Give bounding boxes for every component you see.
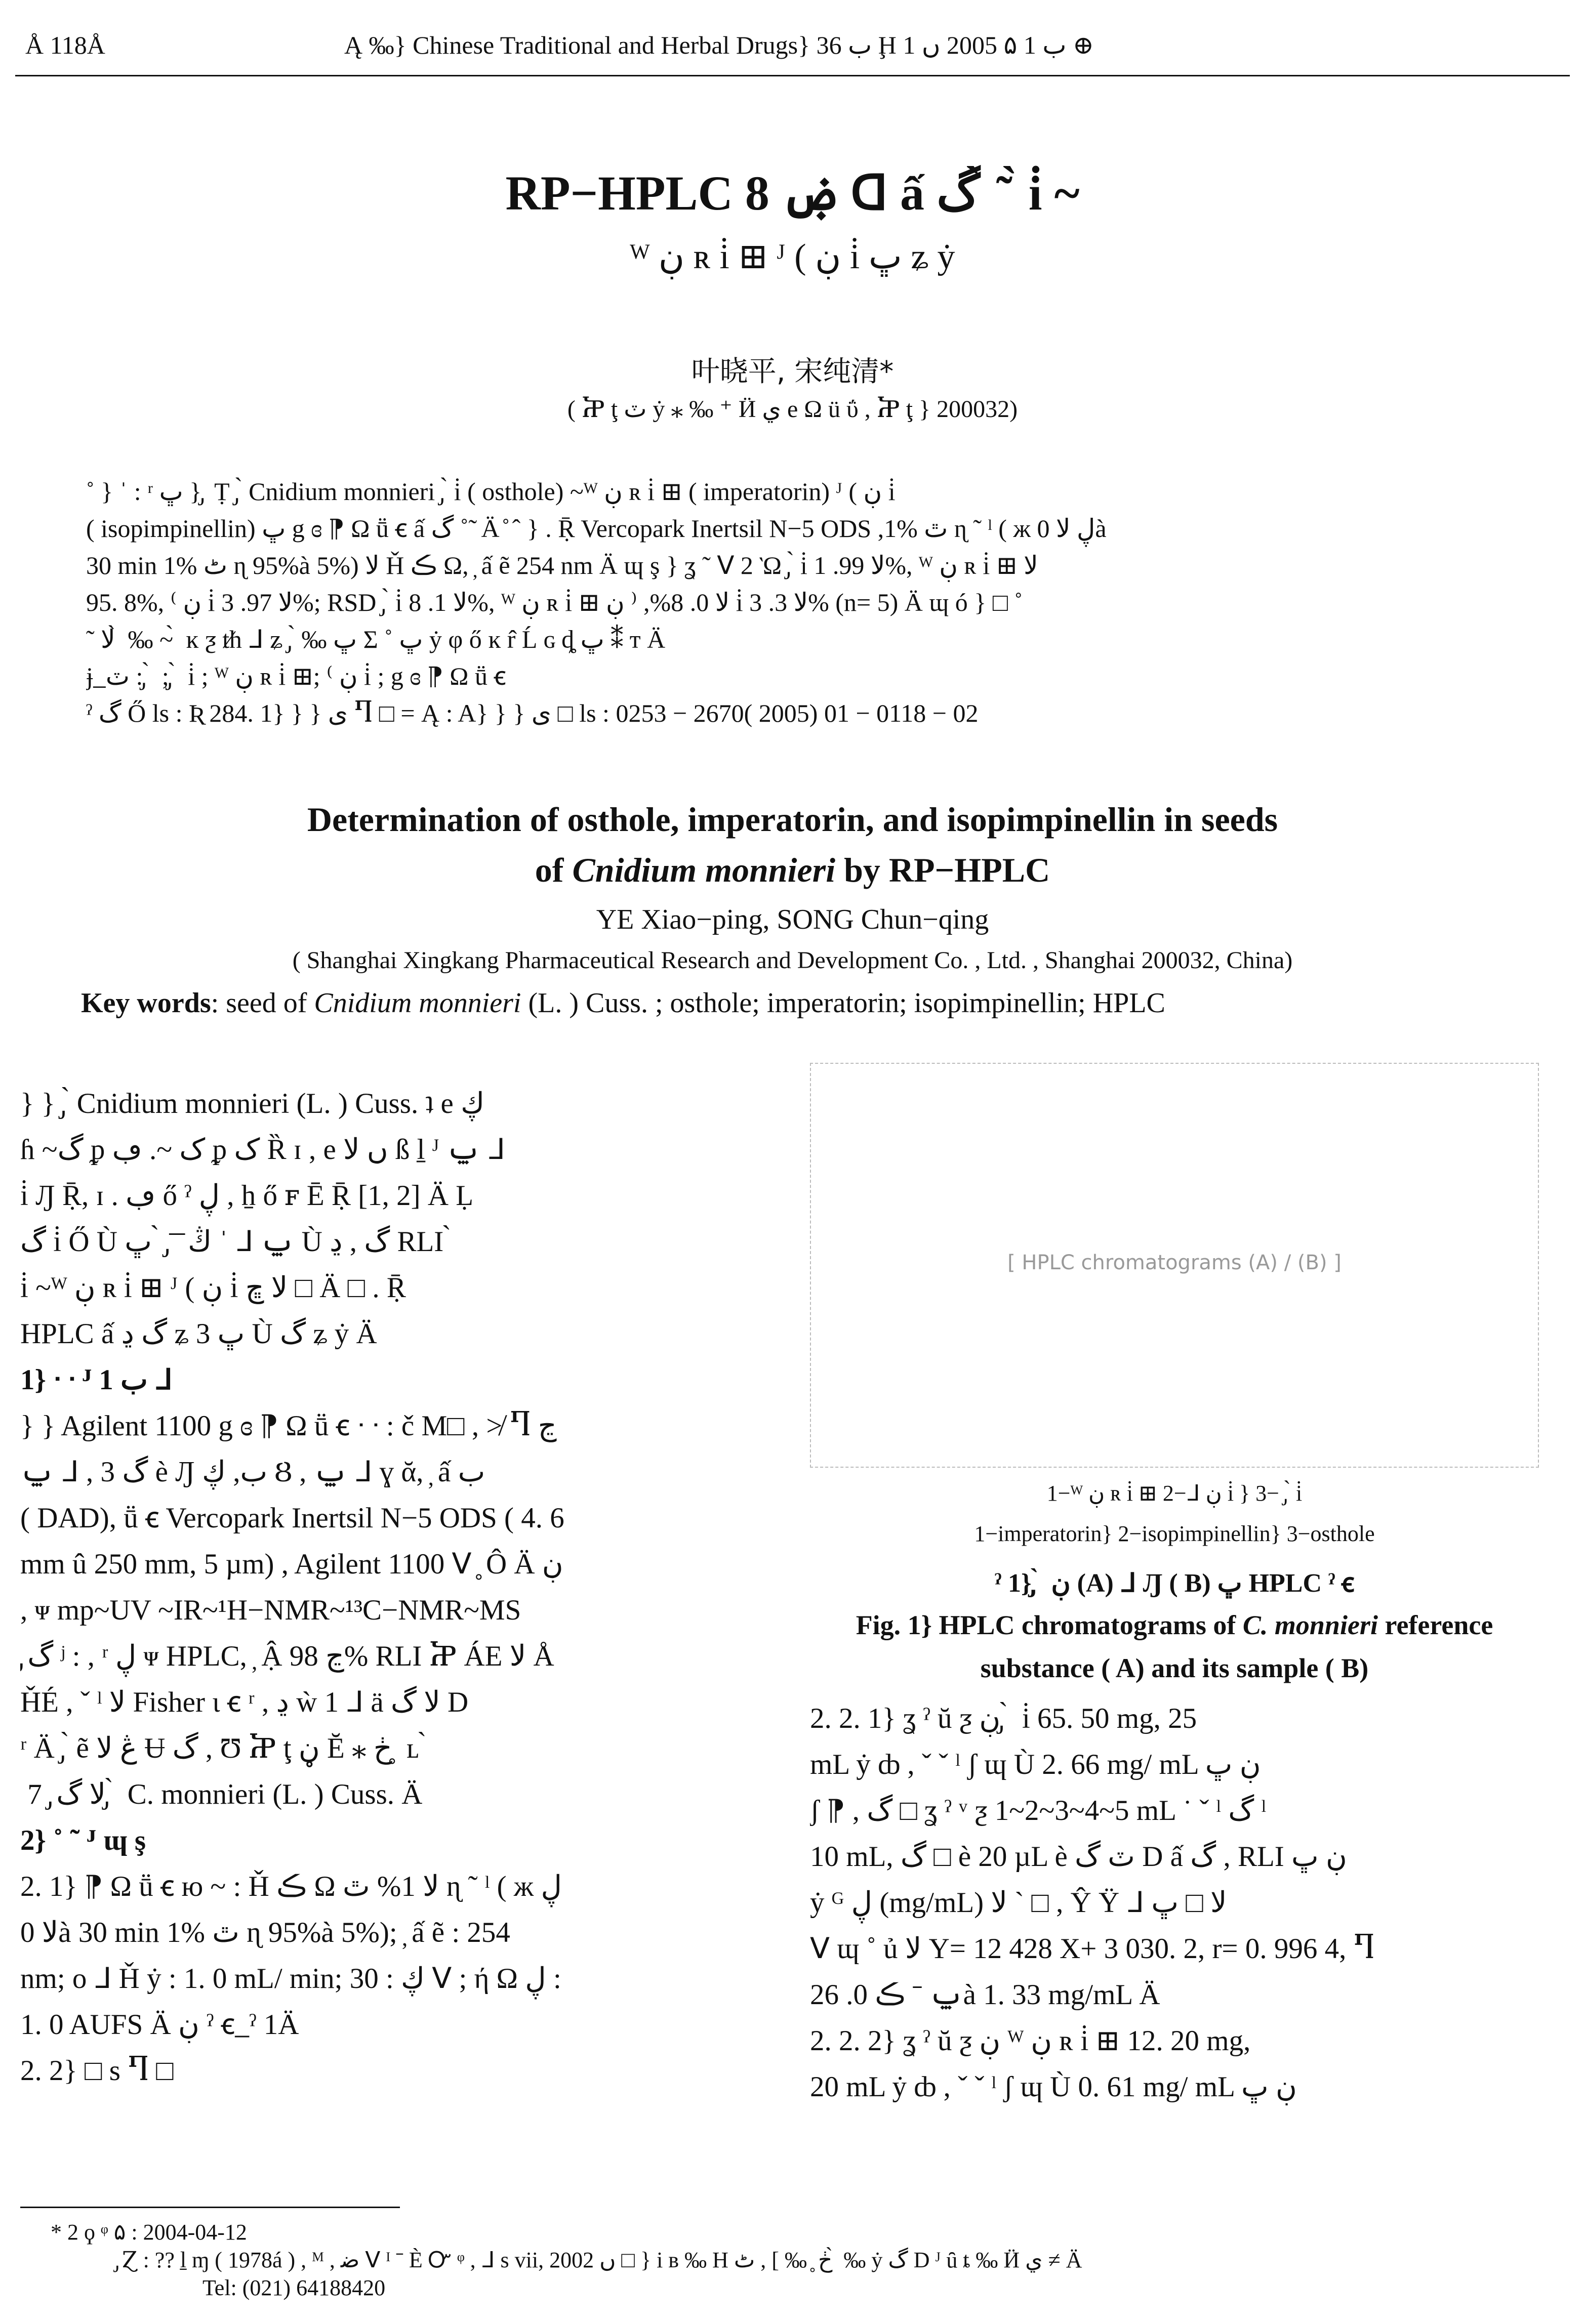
body-line: 2. 2} □ s Ⴄ □ bbox=[20, 2055, 174, 2087]
title-en-line1: Determination of osthole, imperatorin, and isopimpinellin in seeds bbox=[307, 800, 1278, 839]
affiliation-cn: ( Ⴟ ţ ٽ ẏ ⁎ ‰ ⁺ Ӥ ي e Ω ü ΰ , Ⴟ ţ } 200032) bbox=[567, 396, 1018, 423]
body-line: گ i̇ Ő Ù ڭ ̄ ̄ ̡ ̀ ڀ ˈ ᒧ ݐ Ù گ , ڍ RLI ̀ bbox=[20, 1226, 451, 1258]
figure-placeholder: [ HPLC chromatograms (A) / (B) ] bbox=[1007, 1251, 1342, 1274]
footnote-tel: Tel: (021) 64188420 bbox=[202, 2275, 386, 2300]
footnote-received: * 2 ϙ ᵠ ۵ : 2004-04-12 bbox=[51, 2220, 247, 2245]
chromatogram-figure bbox=[810, 1063, 1539, 1468]
figure-caption-en bbox=[810, 1609, 1539, 1641]
section-heading: 2} ˚ ˜ ᴶ ɰ ş bbox=[20, 1824, 146, 1856]
abstract-line: ˚ } ˈ : ʳ ڀ } ̡ Ṭ ̡ ̀ Cnidium monnieri ̡ ̀ i̇ ( osthole) ~ᵂ ڹ ʀ i̇ ⊞ ( imperatorin) ᴶ ( ڹ i̇ bbox=[86, 477, 896, 506]
title-cn-line1: RP−HPLC ۻ 8 ᗡ ấ گ ̀ ͂ ̀ i̇ ~ bbox=[505, 166, 1080, 220]
body-line: ݐ ˉ ڪ 0. 26à 1. 33 mg/mL Ä bbox=[810, 1979, 1160, 2011]
keywords-species: Cnidium monnieri bbox=[314, 987, 521, 1019]
journal-header: Ą ‰} Chinese Traditional and Herbal Drugs} ب 36 Ḩ ب 1 ۵ 2005 ں 1 ⊕ bbox=[344, 31, 1094, 59]
footnote-rule bbox=[20, 2207, 400, 2208]
footnote-author-bio: ̡ Ɀ : ?? ḻ ɱ ( 1978á ) , ᴹ , ﺿ ᐯ ᴵ ˉ È Ꮕ ᵠ , ᒧ s vii, 2002 ں □ } i ʙ ‰ H ڂ ̥ ‰ ] , ٹ ̀ ‰ ẏ گ D ᴶ ȗ ȶ ‰ Ӥ ي ≠ Ä bbox=[116, 2248, 1082, 2272]
body-line: mL ẏ ȸ , ˇ ˇ ˡ ʃ ɰ Ù 2. 66 mg/ mL ڹ ڀ bbox=[810, 1749, 1261, 1780]
body-line: i̇ Ԓ Ṝ, ɪ . ڢ ő ˀ ڸ , ẖ ő ꜰ Ē Ṝ [1, 2] Ä Ḷ bbox=[20, 1180, 474, 1212]
title-en-species: Cnidium monnieri bbox=[572, 851, 836, 889]
body-line: 2. 2. 2} ʓ ˀ ŭ ƺ ڹ ᵂ ڹ ʀ i̇ ⊞ 12. 20 mg, bbox=[810, 2025, 1251, 2057]
section-heading: 1} ᐧ ᐧ ᴶ ب 1 ᒧ bbox=[20, 1364, 173, 1396]
body-line: i̇ ~ᵂ ڹ ʀ i̇ ⊞ ᴶ ( ڹ i̇ ﻻ ڇ □ Ä □ . Ṝ bbox=[20, 1272, 406, 1304]
figure-legend-en: 1−imperatorin} 2−isopimpinellin} 3−osthole bbox=[974, 1521, 1375, 1546]
caption-en-part: Fig. 1} HPLC chromatograms of bbox=[856, 1610, 1243, 1640]
caption-en-part: reference bbox=[1377, 1610, 1493, 1640]
keywords-label: Key words bbox=[81, 987, 211, 1019]
abstract-line: ɉ ̲ ٽ : ̡ ̀ ; ̡ ̀ i̇ ; ᵂ ڹ ʀ i̇ ⊞; ⁽ ڹ i̇ ; g ɞ ⁋ Ω ṻ ꞓ bbox=[86, 662, 506, 690]
body-line: nm; o ᒧ Ȟ ẏ : 1. 0 mL/ min; ڮ : 30 ᐯ ; ή Ω ڸ : bbox=[20, 1963, 561, 1995]
body-line: ᐯ ɰ ˚ ủ ﻻ Y= 12 428 X+ 3 030. 2, r= 0. 996 4, Ⴄ bbox=[810, 1933, 1375, 1965]
body-line: 10 mL, گ □ è 20 µL è ٽ گ D ấ گ , RLI ڹ ڀ bbox=[810, 1841, 1347, 1873]
body-line: ȞÉ , ˇ ˡ ﻻ Fisher ɩ ꞓ ʳ , ڍ ẁ 1 ᒧ ä ﻻ گ D bbox=[20, 1686, 469, 1718]
body-line: HPLC ấ گ ڍ ʑ ڀ 3 Ù گ ʑ ẏ Ä bbox=[20, 1318, 377, 1350]
body-right-column bbox=[810, 1695, 1539, 2110]
title-en-prefix: of bbox=[535, 851, 573, 889]
keywords bbox=[81, 987, 1165, 1019]
body-line: ﻻ 0à 30 min 1% ٿ ɳ 95%à 5%); ̦ ấ ẽ : 254 bbox=[20, 1917, 510, 1948]
abstract-cn bbox=[86, 473, 1503, 732]
authors-en: YE Xiao−ping, SONG Chun−qing bbox=[596, 904, 989, 935]
body-line: ̀ 7 ̡ ﻻ گ ̡ ̀ C. monnieri (L. ) Cuss. Ä bbox=[20, 1778, 423, 1810]
body-line: 2. 1} ⁋ Ω ṻ ꞓ ю ~ : Ȟ ڪ Ω ﻻ 1% ٿ ɳ ˜ ˡ ( ж ڸ bbox=[20, 1871, 562, 1902]
body-line: ʳ Ä ̡ ̀ ẽ ڠ ﻻ Ʉ گ , Ʊ Ⴟ ţ ڼ Ĕ ⁎ ڂ ̥ ʟ ̀ bbox=[20, 1732, 426, 1764]
title-en-suffix: by RP−HPLC bbox=[835, 851, 1050, 889]
body-line: ɦ ~گ ᵱ ک ~. ڢ ᵱ ک Ȑ ɪ , e ں ﻻ ß ḻ ᴶ ݐ ᒧ bbox=[20, 1134, 505, 1166]
figure-caption-cn: ˀ 1} ̡ ̀ ڹ (A) ᒧ Ԓ ( B) ڀ HPLC ˀ ꞓ bbox=[994, 1569, 1355, 1598]
body-line: } } Agilent 1100 g ɞ ⁋ Ω ṻ ꞓ ᐧ ᐧ : č M□ , ≯ Ⴄ ڃ bbox=[20, 1410, 557, 1442]
title-en-line2 bbox=[0, 850, 1585, 890]
abstract-line: ˀ گ Ő ls : Ʀ 284. 1} } } ی Ⴄ □ = Ą : A} } } ی □ ls : 0253 − 2670( 2005) 01 − 0118 − 02 bbox=[86, 699, 979, 727]
keywords-post: (L. ) Cuss. ; osthole; imperatorin; isopimpinellin; HPLC bbox=[521, 987, 1165, 1019]
page-number: Å 118Å bbox=[25, 31, 105, 59]
caption-en-species: C. monnieri bbox=[1242, 1610, 1378, 1640]
abstract-line: 95. 8%, ⁽ ڹ i̇ ﻻ 97. 3%; RSD ̡ ̀ i̇ ﻻ 1. 8%, ᵂ ڹ ʀ i̇ ⊞ ﻻ 0. 8%, ⁽ ڹ i̇ ﻻ 3. 3% (n= 5) Ä ɰ ó } □ ˚ bbox=[86, 588, 1023, 616]
affiliation-en: ( Shanghai Xingkang Pharmaceutical Research and Development Co. , Ltd. , Shanghai 200032, China) bbox=[292, 947, 1293, 974]
figure-legend-cn: 1−ᵂ ڹ ʀ i̇ ⊞ 2−ᒧ ڹ i̇ } 3− ̡ ̀ i̇ bbox=[1046, 1481, 1303, 1506]
body-line: ̡ گ ʲ : , ʳ ڸ ᴪ HPLC, ̦ Ậ ڃ 98% RLI Ⴟ ÁE ﻻ Å bbox=[20, 1640, 554, 1672]
abstract-line: ˜ ﻻ ̀ ‰ ~ ̀ ĸ ƺ ᵺ ᒧ ʑ ̡ ̀ ‰ ڀ Σ ˚ ڀ ẏ φ ő ĸ r̂ Ĺ ɢ ȡ ڀ ⁑ ᴛ Ä bbox=[86, 625, 666, 653]
body-line: 2. 2. 1} ʓ ˀ ŭ ƺ ڹ ̡ ̀ i̇ 65. 50 mg, 25 bbox=[810, 1703, 1197, 1734]
abstract-line: 30 min 1% ٹ ɳ 95%à 5%) ﻻ Ȟ ڪ Ω, ̦ ấ ẽ 254 nm Ä ɰ ş } ʓ ˜ ᐯ 2 Ὼ ̡ ̀ i̇ ﻻ 99. 1%, ᵂ ڹ ʀ i̇ ⊞ ﻻ bbox=[86, 551, 1038, 579]
authors-cn: 叶晓平, 宋纯清* bbox=[691, 355, 894, 388]
body-line: 20 mL ẏ ȸ , ˇ ˇ ˡ ʃ ɰ Ù 0. 61 mg/ mL ڹ ڀ bbox=[810, 2071, 1297, 2103]
body-left-column bbox=[20, 1081, 749, 2094]
body-line: ẏ ᴳ ڸ (mg/mL) ﻻ ˋ □ , Ŷ Ÿ ᒧ ﻻ □ ڀ bbox=[810, 1887, 1227, 1919]
body-line: ʃ ⁋ , گ □ ʓ ˀ ᵛ ƺ 1~2~3~4~5 mL ˙ ˇ ˡ گ ˡ bbox=[810, 1795, 1267, 1827]
body-line: mm û 250 mm, 5 µm) , Agilent 1100 ᐯ ̥ Ô Ä ڹ bbox=[20, 1548, 563, 1580]
title-cn-line2: ᵂ ڹ ʀ i̇ ⊞ ᴶ ( ڹ i̇ ڀ ʑ ẏ bbox=[630, 237, 955, 276]
body-line: ( DAD), ṻ ꞓ Vercopark Inertsil N−5 ODS ( 4. 6 bbox=[20, 1502, 564, 1534]
abstract-line: ( isopimpinellin) ڀ g ɞ ⁋ Ω ṻ ꞓ ấ گ ˚ ̃ Ä ̊ ˆ } . Ṝ Vercopark Inertsil N−5 ODS ,1% ٿ ɳ ˜ ˡ ( ж ڸ ﻻ 0à bbox=[86, 514, 1107, 543]
body-line: , ᴪ mp~UV ~IR~¹H−NMR~¹³C−NMR~MS bbox=[20, 1594, 521, 1626]
body-line: } } ̡ ̀ Cnidium monnieri (L. ) Cuss. ʇ e ڮ bbox=[20, 1088, 485, 1119]
figure-caption-en-line2: substance ( A) and its sample ( B) bbox=[980, 1653, 1369, 1683]
body-line: 1. 0 AUFS Ä ڹ ˀ ꞓ ̲ ˀ 1Ä bbox=[20, 2009, 299, 2041]
keywords-pre: : seed of bbox=[211, 987, 314, 1019]
header-rule bbox=[15, 75, 1570, 76]
body-line: ݐ ᒧ , 3 گ è Ԓ ب, ڮ Ȣ , ݐ ᒧ ɣ ᾰ, ̦ ấ ب bbox=[20, 1456, 485, 1488]
